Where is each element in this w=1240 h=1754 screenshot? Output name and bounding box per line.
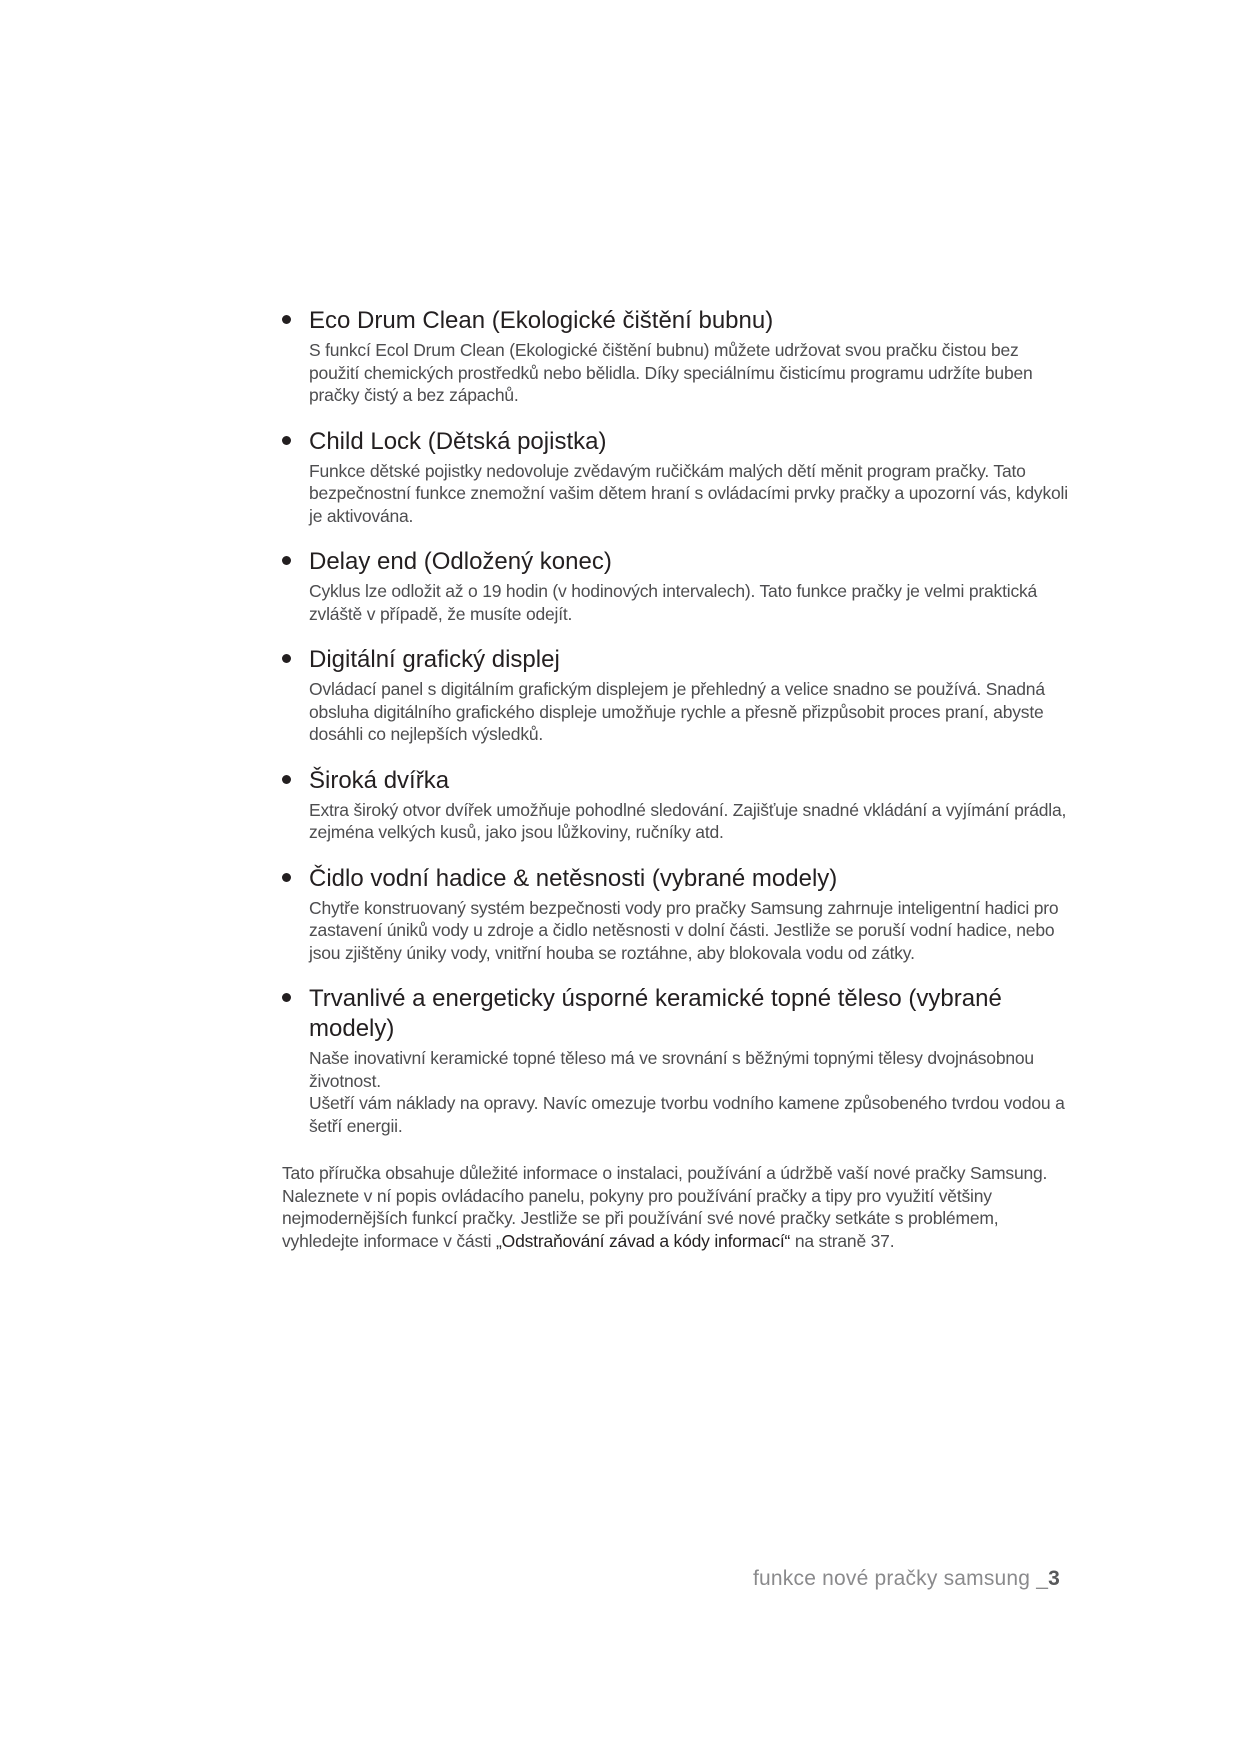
bullet-icon <box>282 315 291 324</box>
bullet-icon <box>282 873 291 882</box>
feature-title: Eco Drum Clean (Ekologické čištění bubnu) <box>309 307 774 334</box>
feature-title: Delay end (Odložený konec) <box>309 548 612 575</box>
feature-description: Ušetří vám náklady na opravy. Navíc omezuje tvorbu vodního kamene způsobeného tvrdou vodou a šetří energii. <box>309 1093 1065 1136</box>
page-number: 3 <box>1048 1567 1060 1590</box>
feature-item <box>282 864 1072 965</box>
feature-item <box>282 427 1072 528</box>
main-content <box>282 306 1072 1270</box>
feature-title: Digitální grafický displej <box>309 646 560 673</box>
feature-description: Ovládací panel s digitálním grafickým displejem je přehledný a velice snadno se používá. Snadná obsluha digitálního grafického displeje umožňuje rychle a přesně přizpůsobit proces praní, abyste dosáhli co nejlepších výsledků. <box>309 679 1045 744</box>
feature-title: Child Lock (Dětská pojistka) <box>309 427 607 455</box>
feature-item <box>282 306 1072 407</box>
feature-title: Široká dvířka <box>309 766 450 794</box>
feature-item <box>282 645 1072 746</box>
troubleshooting-reference: „Odstraňování závad a kódy informací“ <box>496 1230 791 1251</box>
page-footer <box>753 1567 1060 1591</box>
feature-description: Cyklus lze odložit až o 19 hodin (v hodinových intervalech). Tato funkce pračky je velmi praktická zvláště v případě, že musíte odejít. <box>309 581 1038 624</box>
feature-title: Trvanlivé a energeticky úsporné keramické topné těleso (vybrané modely) <box>309 985 1002 1042</box>
feature-description: Naše inovativní keramické topné těleso má ve srovnání s běžnými topnými tělesy dvojnásobnou životnost. <box>309 1048 1034 1091</box>
bullet-icon <box>282 993 291 1002</box>
feature-description: Chytře konstruovaný systém bezpečnosti vody pro pračky Samsung zahrnuje inteligentní hadici pro zastavení úniků vody u zdroje a čidlo netěsnosti v dolní části. Jestliže se poruší vodní hadice, nebo jsou zjištěny úniky vody, vnitřní houba se roztáhne, aby blokovala vodu od zátky. <box>309 897 1059 963</box>
bullet-icon <box>282 436 291 445</box>
bullet-icon <box>282 775 291 784</box>
feature-description: Extra široký otvor dvířek umožňuje pohodlné sledování. Zajišťuje snadné vkládání a vyjímání prádla, zejména velkých kusů, jako jsou lůžkoviny, ručníky atd. <box>309 799 1067 842</box>
feature-description: S funkcí Ecol Drum Clean (Ekologické čištění bubnu) můžete udržovat svou pračku čistou bez použití chemických prostředků nebo bělidla. Díky speciálnímu čisticímu programu udržíte buben pračky čistý a bez zápachů. <box>309 340 1033 405</box>
feature-title: Čidlo vodní hadice & netěsnosti (vybrané modely) <box>309 864 838 892</box>
bullet-icon <box>282 556 291 565</box>
footer-label: funkce nové pračky samsung _ <box>753 1567 1049 1590</box>
intro-paragraph <box>282 1162 1072 1252</box>
intro-text: Tato příručka obsahuje důležité informace o instalaci, používání a údržbě vaší nové pračky Samsung. Naleznete v ní popis ovládacího panelu, pokyny pro používání pračky a tipy pro využití většiny nejmodernějších funkcí pračky. Jestliže se při používání své nové pračky setkáte s problémem, vyhledejte informace v části <box>282 1163 1048 1251</box>
bullet-icon <box>282 654 291 663</box>
intro-text-end: na straně 37. <box>790 1230 895 1251</box>
feature-item <box>282 547 1072 625</box>
feature-item <box>282 766 1072 844</box>
feature-item <box>282 984 1072 1137</box>
feature-description: Funkce dětské pojistky nedovoluje zvědavým ručičkám malých dětí měnit program pračky. Tato bezpečnostní funkce znemožní vašim dětem hraní s ovládacími prvky pračky a upozorní vás, kdykoli je aktivována. <box>309 460 1068 526</box>
